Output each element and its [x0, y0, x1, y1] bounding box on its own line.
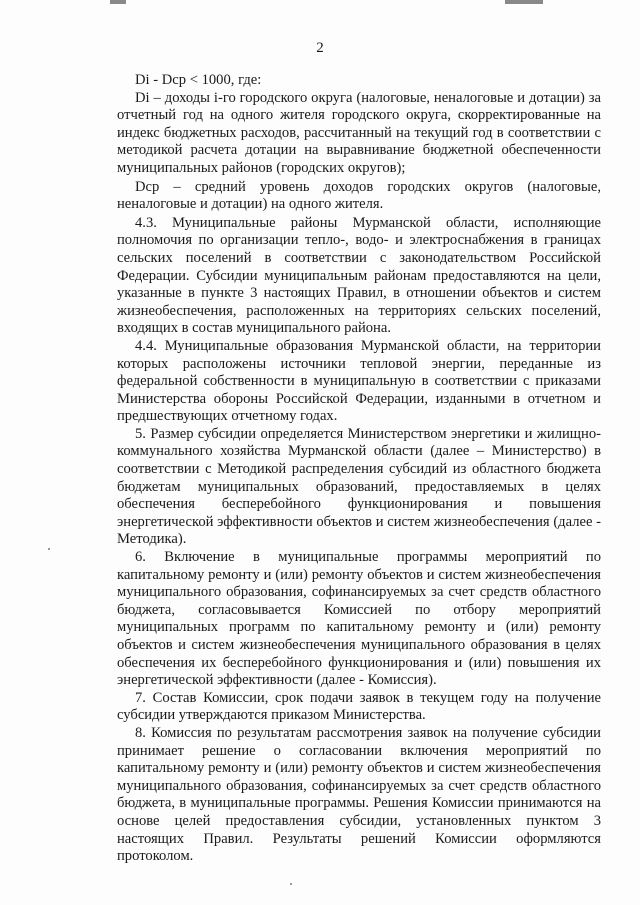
- clause-7: 7. Состав Комиссии, срок подачи заявок в текущем году на получение субсидии утверждаются приказом Министерства.: [117, 689, 601, 724]
- scan-speck: [48, 548, 50, 550]
- clause-4-3: 4.3. Муниципальные районы Мурманской области, исполняющие полномочия по организации тепло-, водо- и электроснабжения в границах сельских поселений в соответствии с законодательством Российской Федерации. Субсидии муниципальным районам предоставляются на цели, указанные в пункте 3 настоящих Правил, в отношении объектов и систем жизнеобеспечения, расположенных на территориях сельских поселений, входящих в состав муниципального района.: [117, 214, 601, 337]
- clause-4-4: 4.4. Муниципальные образования Мурманской области, на территории которых расположены источники тепловой энергии, переданные из федеральной собственности в муниципальную в соответствии с приказами Министерства обороны Российской Федерации, изданными в отчетном и предшествующих отчетному годах.: [117, 337, 601, 425]
- definition-di: Di – доходы i-го городского округа (налоговые, неналоговые и дотации) за отчетный год на одного жителя городского округа, скорректированные на индекс бюджетных расходов, рассчитанный на текущий год в соответствии с методикой расчета дотации на выравнивание бюджетной обеспеченности муниципальных районов (городских округов);: [117, 89, 601, 176]
- definition-dcp: Dcp – средний уровень доходов городских округов (налоговые, неналоговые и дотации) на одного жителя.: [117, 178, 601, 213]
- scan-speck: [290, 883, 292, 885]
- page-number: 2: [316, 40, 324, 56]
- clause-6: 6. Включение в муниципальные программы мероприятий по капитальному ремонту и (или) ремонту объектов и систем жизнеобеспечения муниципального образования, софинансируемых за счет средств областного бюджета, согласовывается Комиссией по отбору мероприятий муниципальных программ по капитальному ремонту и (или) ремонту объектов и систем жизнеобеспечения муниципального образования в целях обеспечения их бесперебойного функционирования и (или) повышения их энергетической эффективности (далее - Комиссия).: [117, 549, 601, 689]
- formula-line: Di - Dcp < 1000, где:: [135, 72, 262, 88]
- clause-5: 5. Размер субсидии определяется Министерством энергетики и жилищно-коммунального хозяйства Мурманской области (далее – Министерство) в соответствии с Методикой распределения субсидий из областного бюджета бюджетам муниципальных образований, предоставляемых в целях обеспечения бесперебойного функционирования и повышения энергетической эффективности объектов и систем жизнеобеспечения (далее - Методика).: [117, 425, 601, 548]
- scan-artifact-right: [505, 0, 543, 4]
- document-body: [117, 72, 601, 866]
- clause-8: 8. Комиссия по результатам рассмотрения заявок на получение субсидии принимает решение о согласовании включения мероприятий по капитальному ремонту и (или) ремонту объектов и систем жизнеобеспечения муниципального образования, софинансируемых за счет средств областного бюджета, в муниципальные программы. Решения Комиссии принимаются на основе целей предоставления субсидии, установленных пунктом 3 настоящих Правил. Результаты решений Комиссии оформляются протоколом.: [117, 724, 601, 865]
- scan-artifact-left: [110, 0, 126, 4]
